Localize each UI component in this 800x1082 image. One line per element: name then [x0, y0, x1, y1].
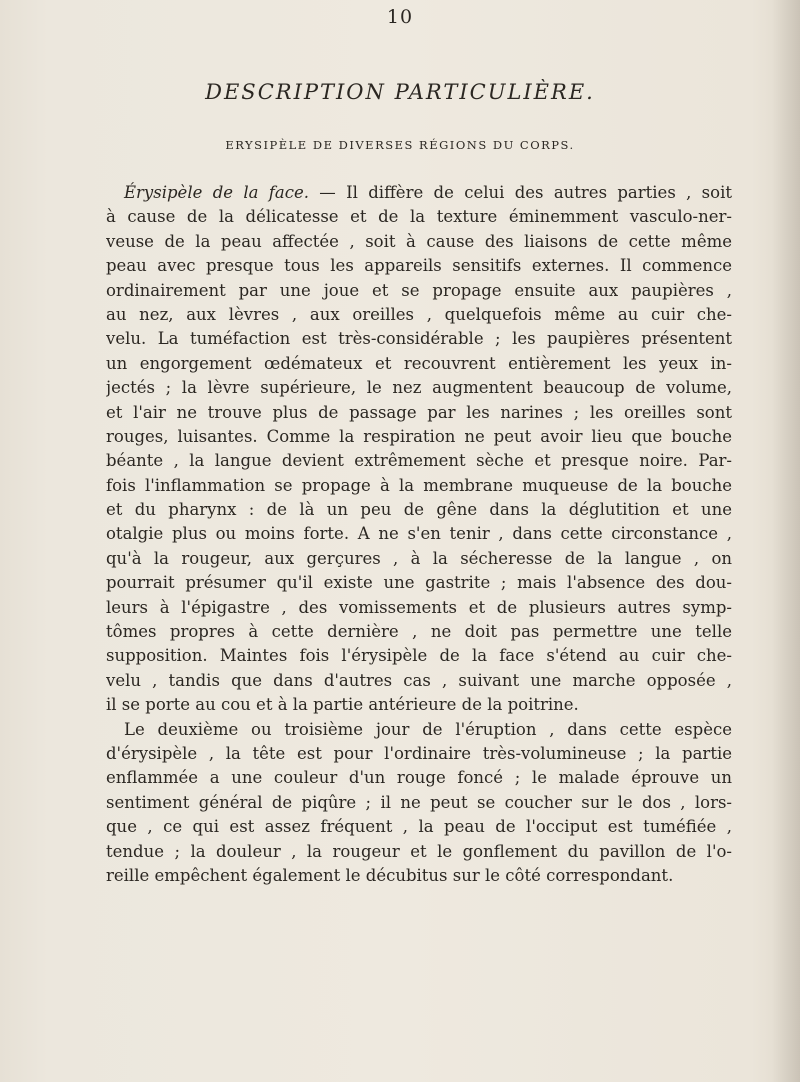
text-line: enflammée a une couleur d'un rouge foncé ; le malade éprouve un — [106, 768, 732, 788]
text-line: sentiment général de piqûre ; il ne peut se coucher sur le dos , lors- — [106, 792, 732, 812]
text-line: supposition. Maintes fois l'érysipèle de la face s'étend au cuir che- — [106, 646, 732, 666]
text-line: et du pharynx : de là un peu de gêne dans la déglutition et une — [106, 500, 732, 520]
text-line: velu. La tuméfaction est très-considérable ; les paupières présentent — [106, 329, 732, 349]
text-line: leurs à l'épigastre , des vomissements et de plusieurs autres symp- — [106, 597, 732, 617]
text-line: tômes propres à cette dernière , ne doit pas permettre une telle — [106, 622, 732, 642]
text-line: ordinairement par une joue et se propage ensuite aux paupières , — [106, 280, 732, 300]
text-line-rest: — Il diffère de celui des autres parties , soit — [308, 183, 732, 202]
text-line: reille empêchent également le décubitus sur le côté correspondant. — [106, 865, 674, 885]
text-line: veuse de la peau affectée , soit à cause des liaisons de cette même — [106, 231, 732, 251]
text-line: rouges, luisantes. Comme la respiration ne peut avoir lieu que bouche — [106, 426, 732, 446]
text-line: tendue ; la douleur , la rougeur et le gonflement du pavillon de l'o- — [106, 841, 732, 861]
text-line: et l'air ne trouve plus de passage par les narines ; les oreilles sont — [106, 402, 732, 422]
text-line — [106, 181, 732, 205]
section-title: DESCRIPTION PARTICULIÈRE. — [205, 80, 595, 104]
text-line: fois l'inflammation se propage à la membrane muqueuse de la bouche — [106, 475, 732, 495]
text-line: Le deuxième ou troisième jour de l'éruption , dans cette espèce — [124, 719, 732, 739]
section-subtitle: ERYSIPÈLE DE DIVERSES RÉGIONS DU CORPS. — [225, 138, 575, 152]
body-paragraph — [106, 181, 732, 888]
text-line: peau avec presque tous les appareils sensitifs externes. Il commence — [106, 256, 732, 276]
text-line: que , ce qui est assez fréquent , la peau de l'occiput est tuméfiée , — [106, 817, 732, 837]
text-line: au nez, aux lèvres , aux oreilles , quelquefois même au cuir che- — [106, 304, 732, 324]
page-number: 10 — [386, 6, 414, 28]
text-line: un engorgement œdémateux et recouvrent entièrement les yeux in- — [106, 353, 732, 373]
text-line: pourrait présumer qu'il existe une gastrite ; mais l'absence des dou- — [106, 573, 732, 593]
paragraph-lead: Érysipèle de la face. — [124, 183, 309, 202]
text-line: d'érysipèle , la tête est pour l'ordinaire très-volumineuse ; la partie — [106, 743, 732, 763]
text-line: jectés ; la lèvre supérieure, le nez augmentent beaucoup de volume, — [106, 378, 732, 398]
text-line: béante , la langue devient extrêmement sèche et presque noire. Par- — [106, 451, 732, 471]
page-edge-shadow — [772, 0, 800, 1082]
text-line: qu'à la rougeur, aux gerçures , à la sécheresse de la langue , on — [106, 548, 732, 568]
text-line: il se porte au cou et à la partie antérieure de la poitrine. — [106, 695, 579, 715]
text-line: otalgie plus ou moins forte. A ne s'en tenir , dans cette circonstance , — [106, 524, 732, 544]
text-line: velu , tandis que dans d'autres cas , suivant une marche opposée , — [106, 670, 732, 690]
text-line: à cause de la délicatesse et de la texture éminemment vasculo-ner- — [106, 207, 732, 227]
